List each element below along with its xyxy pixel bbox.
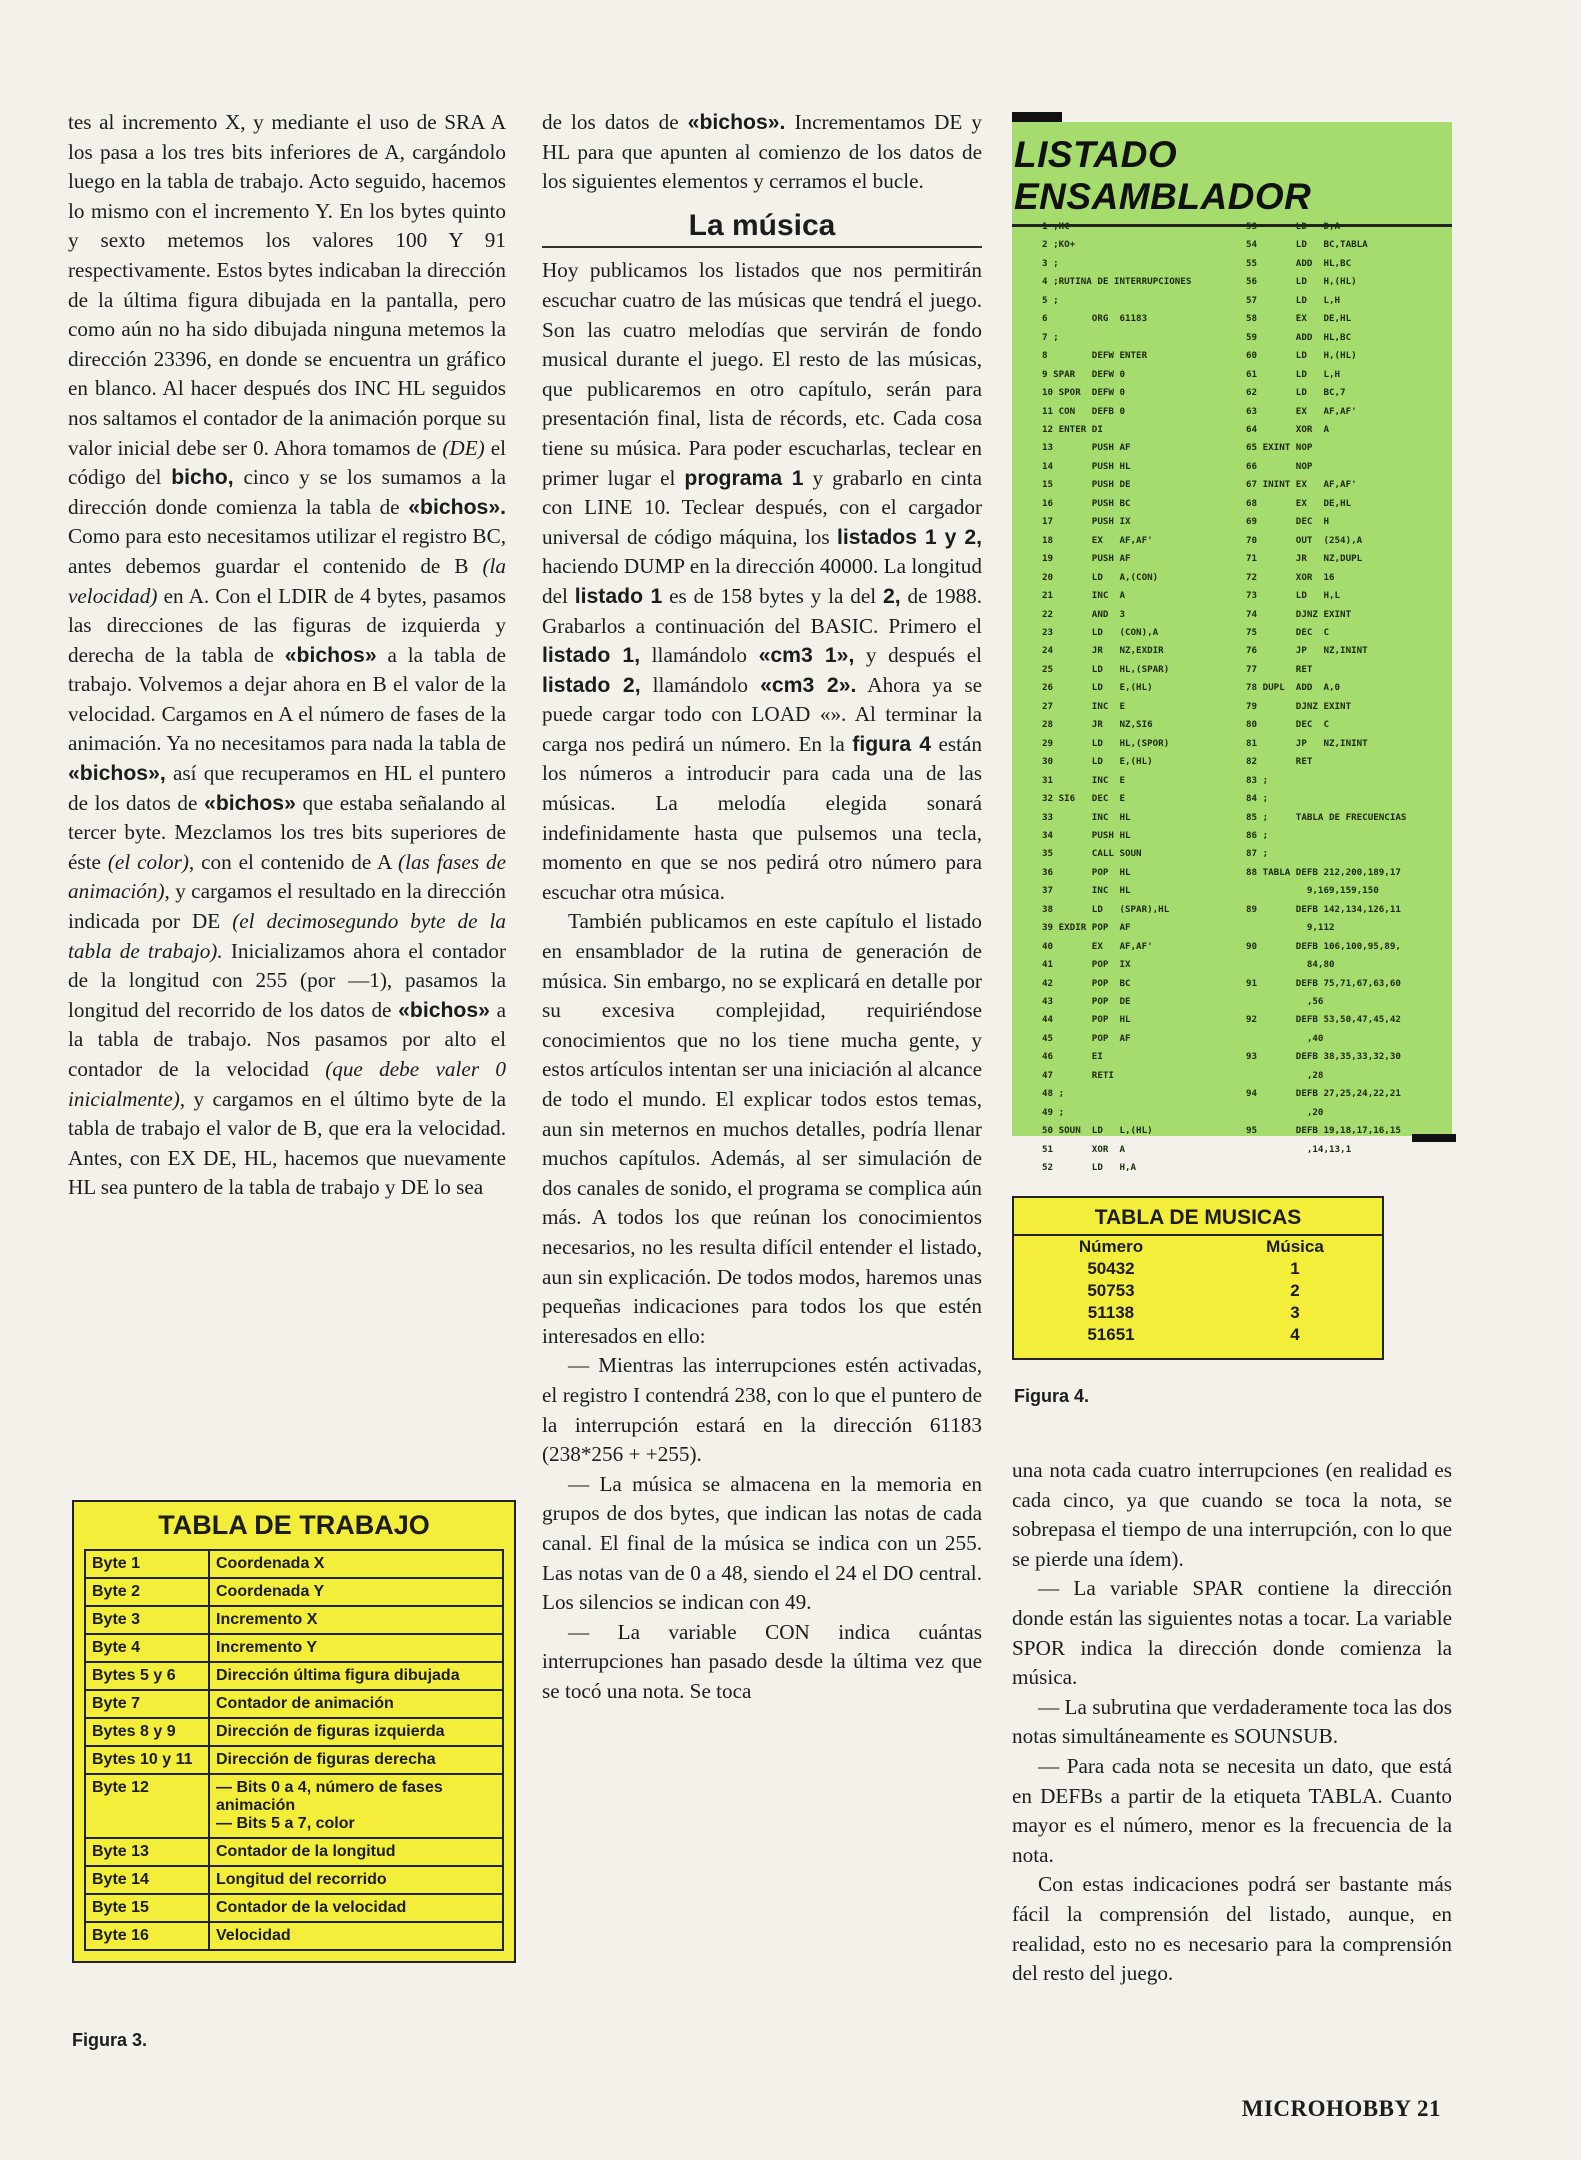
tabla-de-trabajo-table bbox=[84, 1549, 504, 1951]
byte-cell: Byte 2 bbox=[85, 1578, 209, 1606]
table-row bbox=[85, 1662, 503, 1690]
tabla-de-trabajo-box bbox=[72, 1500, 516, 1963]
page-footer: MICROHOBBY 21 bbox=[1241, 2096, 1441, 2121]
musica-cell: 1 bbox=[1290, 1259, 1300, 1278]
byte-cell: Byte 12 bbox=[85, 1774, 209, 1838]
table-row bbox=[85, 1922, 503, 1950]
byte-cell: Byte 1 bbox=[85, 1550, 209, 1578]
col2-paragraph: Hoy publicamos los listados que nos permitirán escuchar cuatro de las músicas que tendrá el juego. Son las cuatro melodías que servirán de fondo musical durante el juego. El resto de las músicas, que publicaremos en otro capítulo, serán para presentación final, lista de récords, etc. Cada cosa tiene su música. Para poder escucharlas, teclear en primer lugar el programa 1 y grabarlo en cinta con LINE 10. Teclear después, con el cargador universal de código máquina, los listados 1 y 2, haciendo DUMP en la dirección 40000. La longitud del listado 1 es de 158 bytes y la del 2, de 1988. Grabarlos a continuación del BASIC. Primero el listado 1, llamándolo «cm3 1», y después el listado 2, llamándolo «cm3 2». Ahora ya se puede cargar todo con LOAD «». Al terminar la carga nos pedirá un número. En la figura 4 están los números a introducir para cada una de las músicas. La melodía elegida sonará indefinidamente hasta que pulsemos una tecla, momento en que se nos pedirá otro número para escuchar otra música. bbox=[542, 258, 983, 904]
description-cell: Dirección de figuras izquierda bbox=[209, 1718, 503, 1746]
column-header-musica: Música bbox=[1266, 1237, 1324, 1256]
description-cell: Dirección de figuras derecha bbox=[209, 1746, 503, 1774]
table-row bbox=[85, 1578, 503, 1606]
tabla-de-trabajo-title: TABLA DE TRABAJO bbox=[158, 1510, 430, 1540]
col3-paragraph: — La subrutina que verdaderamente toca las dos notas simultáneamente es SOUNSUB. bbox=[1012, 1694, 1452, 1749]
listado-ensamblador-box bbox=[1012, 122, 1452, 1174]
description-cell: Contador de animación bbox=[209, 1690, 503, 1718]
table-row bbox=[85, 1634, 503, 1662]
column-3-text bbox=[1012, 1456, 1452, 1989]
byte-cell: Byte 7 bbox=[85, 1690, 209, 1718]
col3-paragraph: — La variable SPAR contiene la dirección donde están las siguientes notas a tocar. La variable SPOR indica la dirección donde comienza la música. bbox=[1012, 1576, 1452, 1690]
col2-paragraph: — Mientras las interrupciones estén activadas, el registro I contendrá 238, con lo que el puntero de la interrupción estará en la dirección 61183 (238*256 + +255). bbox=[542, 1353, 982, 1467]
numero-cell: 51138 bbox=[1087, 1303, 1135, 1322]
byte-cell: Byte 3 bbox=[85, 1606, 209, 1634]
decorative-bar bbox=[1412, 1134, 1456, 1142]
table-row bbox=[85, 1690, 503, 1718]
numero-cell: 50432 bbox=[1087, 1259, 1135, 1278]
musica-cell: 4 bbox=[1290, 1325, 1300, 1344]
col2-paragraph: — La variable CON indica cuántas interrupciones han pasado desde la última vez que se tocó una nota. Se toca bbox=[542, 1619, 982, 1703]
description-cell: — Bits 0 a 4, número de fases animación — Bits 5 a 7, color bbox=[209, 1774, 503, 1838]
byte-cell: Byte 16 bbox=[85, 1922, 209, 1950]
byte-cell: Byte 15 bbox=[85, 1894, 209, 1922]
table-row bbox=[85, 1550, 503, 1578]
byte-cell: Bytes 10 y 11 bbox=[85, 1746, 209, 1774]
figure-4-caption: Figura 4. bbox=[1014, 1386, 1090, 1406]
table-row bbox=[85, 1774, 503, 1838]
assembly-listing-left: 1 ;KC- 2 ;KO+ 3 ; 4 ;RUTINA DE INTERRUPCIONES 5 ; 6 ORG 61183 7 ; 8 DEFW ENTER 9 SPAR DEFW 0 10 SPOR DEFW 0 11 CON DEFB 0 12 ENTER DI 13 PUSH AF 14 PUSH HL 15 PUSH DE 16 PUSH BC 17 PUSH IX 18 EX AF,AF' 19 PUSH AF 20 LD A,(CON) 21 INC A 22 AND 3 23 LD (CON),A 24 JR NZ,EXDIR 25 LD HL,(SPAR) 26 LD E,(HL) 27 INC E 28 JR NZ,SI6 29 LD HL,(SPOR) 30 LD E,(HL) 31 INC E 32 SI6 DEC E 33 INC HL 34 PUSH HL 35 CALL SOUN 36 POP HL 37 INC HL 38 LD (SPAR),HL 39 EXDIR POP AF 40 EX AF,AF' 41 POP IX 42 POP BC 43 POP DE 44 POP HL 45 POP AF 46 EI 47 RETI 48 ; 49 ; 50 SOUN LD L,(HL) 51 XOR A 52 LD H,A bbox=[1042, 221, 1192, 1174]
description-cell: Longitud del recorrido bbox=[209, 1866, 503, 1894]
assembly-listing-right: 53 LD D,A 54 LD BC,TABLA 55 ADD HL,BC 56 LD H,(HL) 57 LD L,H 58 EX DE,HL 59 ADD HL,BC 60 LD H,(HL) 61 LD L,H 62 LD BC,7 63 EX AF,AF' 64 XOR A 65 EXINT NOP 66 NOP 67 ININT EX AF,AF' 68 EX DE,HL 69 DEC H 70 OUT (254),A 71 JR NZ,DUPL 72 XOR 16 73 LD H,L 74 DJNZ EXINT 75 DEC C 76 JP NZ,ININT 77 RET 78 DUPL ADD A,0 79 DJNZ EXINT 80 DEC C 81 JP NZ,ININT 82 RET 83 ; 84 ; 85 ; TABLA DE FRECUENCIAS 86 ; 87 ; 88 TABLA DEFB 212,200,189,17 9,169,159,150 89 DEFB 142,134,126,11 9,112 90 DEFB 106,100,95,89, 84,80 91 DEFB 75,71,67,63,60 ,56 92 DEFB 53,50,47,45,42 ,40 93 DEFB 38,35,33,32,30 ,28 94 DEFB 27,25,24,22,21 ,20 95 DEFB 19,18,17,16,15 ,14,13,1 bbox=[1246, 221, 1407, 1155]
table-row bbox=[85, 1838, 503, 1866]
section-heading-musica: La música bbox=[542, 211, 982, 249]
numero-cell: 51651 bbox=[1087, 1325, 1135, 1344]
column-1-text bbox=[68, 108, 506, 1203]
col3-paragraph: Con estas indicaciones podrá ser bastante más fácil la comprensión del listado, aunque, en realidad, esto no es necesario para la comprensión del resto del juego. bbox=[1012, 1872, 1452, 1986]
decorative-bar bbox=[1012, 112, 1062, 122]
tabla-de-musicas-title: TABLA DE MUSICAS bbox=[1094, 1206, 1302, 1229]
table-row bbox=[1014, 1302, 1382, 1324]
col3-paragraph: — Para cada nota se necesita un dato, que está en DEFBs a partir de la etiqueta TABLA. Cuanto mayor es el número, menor es la frecuencia de la nota. bbox=[1012, 1753, 1452, 1867]
table-row bbox=[85, 1718, 503, 1746]
table-row bbox=[85, 1746, 503, 1774]
musica-cell: 2 bbox=[1290, 1281, 1300, 1300]
byte-cell: Bytes 8 y 9 bbox=[85, 1718, 209, 1746]
musica-cell: 3 bbox=[1290, 1303, 1300, 1322]
description-cell: Dirección última figura dibujada bbox=[209, 1662, 503, 1690]
byte-cell: Byte 13 bbox=[85, 1838, 209, 1866]
description-cell: Incremento X bbox=[209, 1606, 503, 1634]
description-cell: Incremento Y bbox=[209, 1634, 503, 1662]
column-header-numero: Número bbox=[1078, 1237, 1144, 1256]
description-cell: Contador de la longitud bbox=[209, 1838, 503, 1866]
col2-intro-paragraph: de los datos de «bichos». Incrementamos DE y HL para que apunten al comienzo de los datos de los siguientes elementos y cerramos el bucle. bbox=[542, 110, 983, 194]
col1-paragraph: tes al incremento X, y mediante el uso de SRA A los pasa a los tres bits inferiores de A, cargándolo luego en la tabla de trabajo. Acto seguido, hacemos lo mismo con el incremento Y. En los bytes quinto y sexto metemos los valores 100 Y 91 respectivamente. Estos bytes indicaban la dirección de la última figura dibujada en la pantalla, pero como aún no ha sido dibujada ninguna metemos la dirección 23396, en donde se encuentra un gráfico en blanco. Al hacer después dos INC HL seguidos nos saltamos el contador de la animación porque su valor inicial debe ser 0. Ahora tomamos de (DE) el código del bicho, cinco y se los sumamos a la dirección donde comienza la tabla de «bichos». Como para esto necesitamos utilizar el registro BC, antes debemos guardar el contenido de B (la velocidad) en A. Con el LDIR de 4 bytes, pasamos las direcciones de las figuras de izquierda y derecha de la tabla de «bichos» a la tabla de trabajo. Volvemos a dejar ahora en B el valor de la velocidad. Cargamos en A el número de fases de la animación. Ya no necesitamos para nada la tabla de «bichos», así que recuperamos en HL el puntero de los datos de «bichos» que estaba señalando al tercer byte. Mezclamos los tres bits superiores de éste (el color), con el contenido de A (las fases de animación), y cargamos el resultado en la dirección indicada por DE (el decimosegundo byte de la tabla de trabajo). Inicializamos ahora el contador de la longitud con 255 (por —1), pasamos la longitud del recorrido de los datos de «bichos» a la tabla de trabajo. Nos pasamos por alto el contador de la velocidad (que debe valer 0 inicialmente), y cargamos en el último byte de la tabla de trabajo el valor de B, que era la velocidad. Antes, con EX DE, HL, hacemos que nuevamente HL sea puntero de la tabla de trabajo y DE lo sea bbox=[68, 110, 507, 1200]
tabla-de-musicas-box bbox=[1012, 1196, 1384, 1360]
table-row bbox=[85, 1894, 503, 1922]
byte-cell: Byte 14 bbox=[85, 1866, 209, 1894]
listado-title: LISTADO ENSAMBLADOR bbox=[1014, 134, 1312, 217]
col2-paragraph: También publicamos en este capítulo el listado en ensamblador de la rutina de generación de música. Sin embargo, no se explicará en detalle por su excesiva complejidad, requiriéndose conocimientos que no los tiene mucha gente, y estos artículos intentan ser una iniciación al alcance de todo el mundo. El explicar todos estos temas, aun sin meternos en muchos detalles, podría llenar muchos capítulos. Además, al ser simulación de dos canales de sonido, el programa se complica aún más. A todos los que reúnan los conocimientos necesarios, no les resulta difícil entender el listado, aun sin explicación. De todos modos, haremos unas pequeñas indicaciones para todos los que estén interesados en ello: bbox=[542, 909, 982, 1348]
table-row bbox=[1014, 1280, 1382, 1302]
description-cell: Coordenada Y bbox=[209, 1578, 503, 1606]
byte-cell: Bytes 5 y 6 bbox=[85, 1662, 209, 1690]
figure-3-caption: Figura 3. bbox=[72, 2030, 148, 2050]
col2-paragraph: — La música se almacena en la memoria en grupos de dos bytes, que indican las notas de cada canal. El final de la música se indica con un 255. Las notas van de 0 a 48, siendo el 24 el DO central. Los silencios se indican con 49. bbox=[542, 1471, 982, 1615]
description-cell: Contador de la velocidad bbox=[209, 1894, 503, 1922]
description-cell: Coordenada X bbox=[209, 1550, 503, 1578]
table-row bbox=[85, 1866, 503, 1894]
table-row bbox=[1014, 1324, 1382, 1346]
table-row bbox=[85, 1606, 503, 1634]
description-cell: Velocidad bbox=[209, 1922, 503, 1950]
tabla-de-musicas-table bbox=[1014, 1234, 1382, 1346]
column-2-text bbox=[542, 108, 982, 1706]
numero-cell: 50753 bbox=[1087, 1281, 1135, 1300]
table-row bbox=[1014, 1258, 1382, 1280]
col3-paragraph: una nota cada cuatro interrupciones (en realidad es cada cinco, ya que cuando se toca la nota, se sobrepasa el tiempo de una interrupción, con lo que se pierde una ídem). bbox=[1012, 1458, 1452, 1571]
byte-cell: Byte 4 bbox=[85, 1634, 209, 1662]
